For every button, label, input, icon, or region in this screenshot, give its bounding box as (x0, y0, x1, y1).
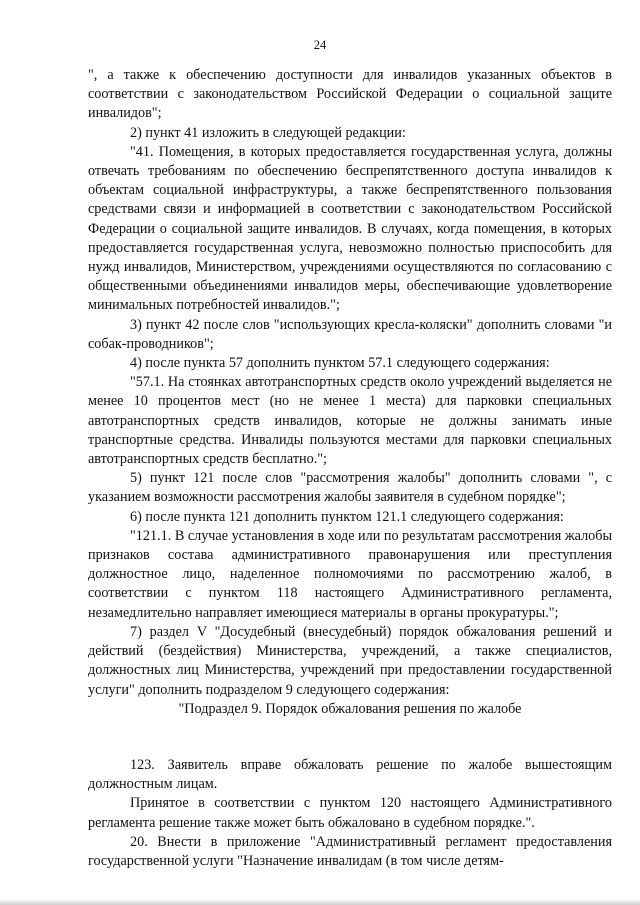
document-body (88, 66, 612, 871)
paragraph-clause-121-1: "121.1. В случае установления в ходе или по результатам рассмотрения жалобы признаков состава административного правонарушения или преступления должностное лицо, наделенное полномочиями по рассмотрению жалоб, в соответствии с пунктом 118 настоящего Административного регламента, незамедлительно направляет имеющиеся материалы в органы прокуратуры."; (88, 527, 612, 621)
paragraph-item-6: 6) после пункта 121 дополнить пунктом 121.1 следующего содержания: (130, 508, 564, 525)
paragraph-1-continuation: ", а также к обеспечению доступности для инвалидов указанных объектов в соответствии с законодательством Российской Федерации о социальной защите инвалидов"; (88, 67, 612, 122)
paragraph-item-4: 4) после пункта 57 дополнить пунктом 57.1 следующего содержания: (130, 355, 550, 372)
paragraph-item-3: 3) пункт 42 после слов "использующих кресла-коляски" дополнить словами "и собак-проводников"; (88, 316, 612, 352)
paragraph-item-2: 2) пункт 41 изложить в следующей редакции: (130, 124, 406, 141)
paragraph-clause-123: 123. Заявитель вправе обжаловать решение по жалобе вышестоящим должностным лицам. (88, 756, 612, 793)
page-number: 24 (313, 38, 327, 52)
paragraph-item-20: 20. Внести в приложение "Административный регламент предоставления государственной услуги "Назначение инвалидам (в том числе детям- (88, 833, 612, 869)
paragraph-clause-57-1: "57.1. На стоянках автотранспортных средств около учреждений выделяется не менее 10 процентов мест (но не менее 1 места) для парковки специальных автотранспортных средств инвалидов, которые не должны занимать иные транспортные средства. Инвалиды пользуются местами для парковки специальных автотранспортных средств бесплатно."; (88, 374, 612, 468)
scan-bottom-edge (0, 899, 640, 905)
paragraph-clause-41: "41. Помещения, в которых предоставляется государственная услуга, должны отвечать требованиям по обеспечению беспрепятственного доступа инвалидов к объектам социальной инфраструктуры, а также беспрепятственного пользования средствами связи и информацией в соответствии с законодательством Российской Федерации о социальной защите инвалидов. В случаях, когда помещения, в которых предоставляется государственная услуга, невозможно полностью приспособить для нужд инвалидов, Министерством, учреждениями осуществляются по согласованию с общественными объединениями инвалидов меры, обеспечивающие удовлетворение минимальных потребностей инвалидов."; (88, 143, 612, 314)
paragraph-court-appeal: Принятое в соответствии с пунктом 120 настоящего Административного регламента решение также может быть обжаловано в судебном порядке.". (88, 795, 612, 831)
paragraph-item-7: 7) раздел V "Досудебный (внесудебный) порядок обжалования решений и действий (бездействия) Министерства, учреждений, а также специалистов, должностных лиц Министерства, учреждений при предоставлении государственной услуги" дополнить подразделом 9 следующего содержания: (88, 623, 612, 698)
paragraph-item-5: 5) пункт 121 после слов "рассмотрения жалобы" дополнить словами ", с указанием возможности рассмотрения жалобы заявителя в судебном порядке"; (88, 470, 612, 506)
subsection-heading: "Подраздел 9. Порядок обжалования решения по жалобе (178, 700, 522, 717)
blank-gap (88, 719, 612, 756)
